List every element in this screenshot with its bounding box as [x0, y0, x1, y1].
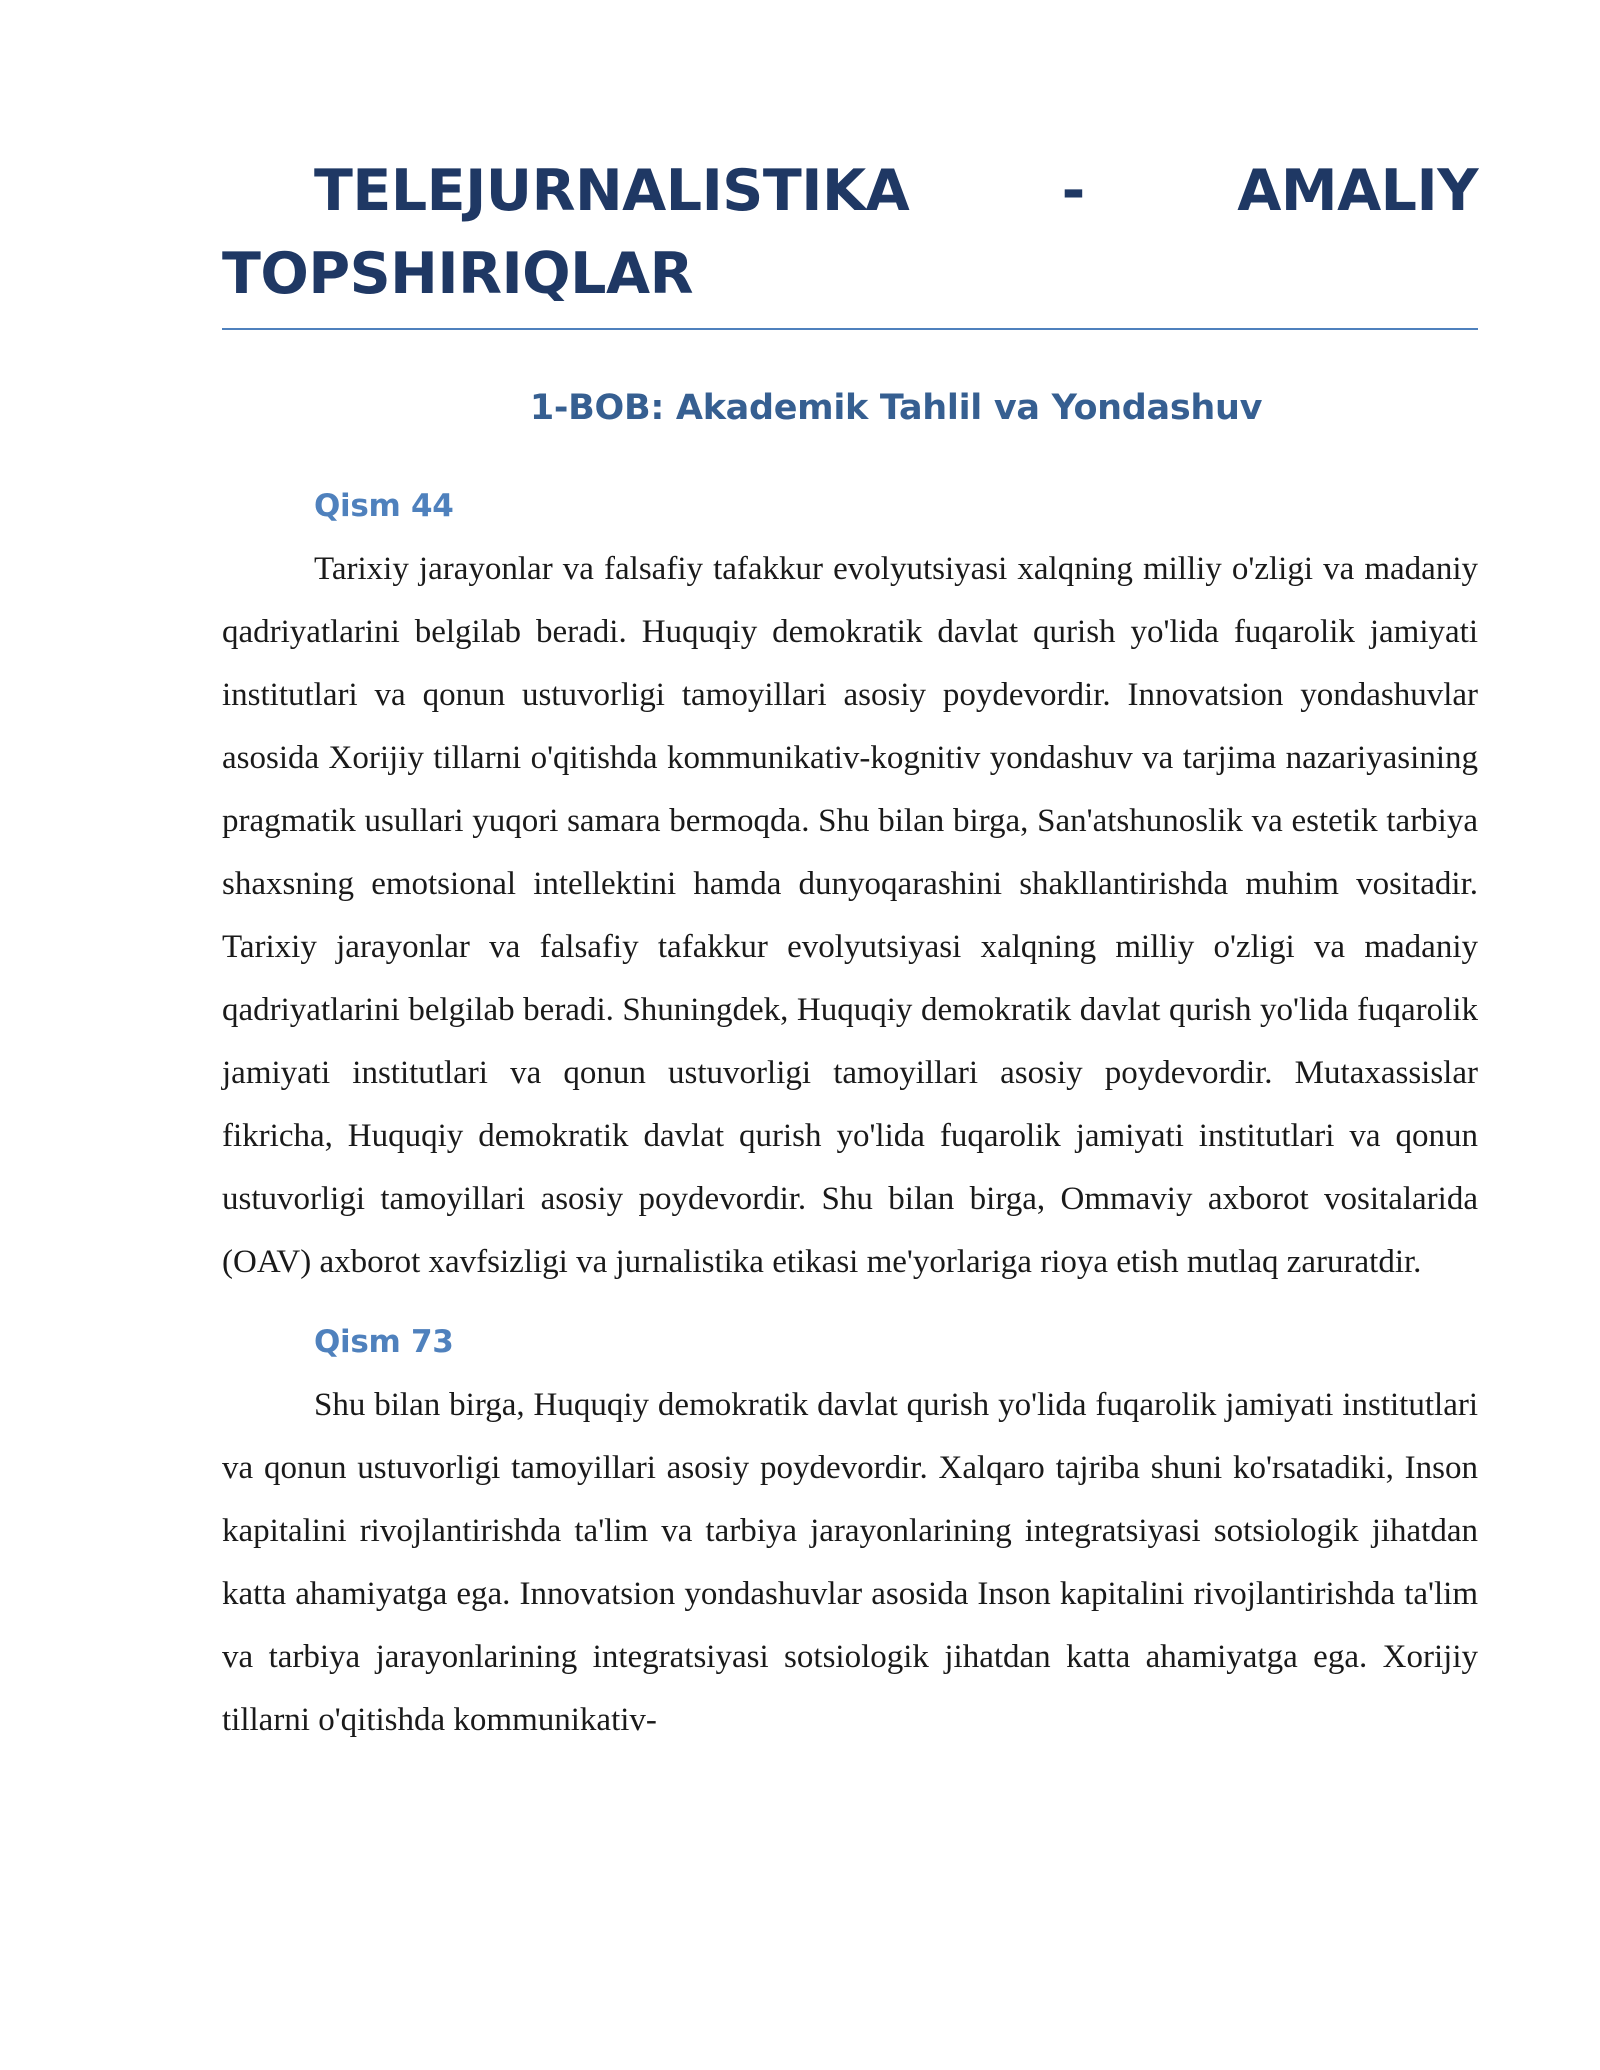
section-paragraph-qism-73: Shu bilan birga, Huquqiy demokratik davlat qurish yo'lida fuqarolik jamiyati institutlari va qonun ustuvorligi tamoyillari asosiy poydevordir. Xalqaro tajriba shuni ko'rsatadiki, Inson kapitalini rivojlantirishda ta'lim va tarbiya jarayonlarining integratsiyasi sotsiologik jihatdan katta ahamiyatga ega. Innovatsion yondashuvlar asosida Inson kapitalini rivojlantirishda ta'lim va tarbiya jarayonlarining integratsiyasi sotsiologik jihatdan katta ahamiyatga ega. Xorijiy tillarni o'qitishda kommunikativ- [222, 1387, 1478, 1738]
page-content [222, 150, 1478, 1752]
section-heading-qism-44: Qism 44 [314, 488, 454, 524]
document-title: TELEJURNALISTIKA - AMALIY TOPSHIRIQLAR [222, 150, 1478, 330]
section-heading-qism-73: Qism 73 [314, 1324, 454, 1360]
section-paragraph-qism-44: Tarixiy jarayonlar va falsafiy tafakkur evolyutsiyasi xalqning milliy o'zligi va madaniy qadriyatlarini belgilab beradi. Huquqiy demokratik davlat qurish yo'lida fuqarolik jamiyati institutlari va qonun ustuvorligi tamoyillari asosiy poydevordir. Innovatsion yondashuvlar asosida Xorijiy tillarni o'qitishda kommunikativ-kognitiv yondashuv va tarjima nazariyasining pragmatik usullari yuqori samara bermoqda. Shu bilan birga, San'atshunoslik va estetik tarbiya shaxsning emotsional intellektini hamda dunyoqarashini shakllantirishda muhim vositadir. Tarixiy jarayonlar va falsafiy tafakkur evolyutsiyasi xalqning milliy o'zligi va madaniy qadriyatlarini belgilab beradi. Shuningdek, Huquqiy demokratik davlat qurish yo'lida fuqarolik jamiyati institutlari va qonun ustuvorligi tamoyillari asosiy poydevordir. Mutaxassislar fikricha, Huquqiy demokratik davlat qurish yo'lida fuqarolik jamiyati institutlari va qonun ustuvorligi tamoyillari asosiy poydevordir. Shu bilan birga, Ommaviy axborot vositalarida (OAV) axborot xavfsizligi va jurnalistika etikasi me'yorlariga rioya etish mutlaq zaruratdir. [222, 551, 1478, 1280]
chapter-heading: 1-BOB: Akademik Tahlil va Yondashuv [529, 388, 1263, 428]
